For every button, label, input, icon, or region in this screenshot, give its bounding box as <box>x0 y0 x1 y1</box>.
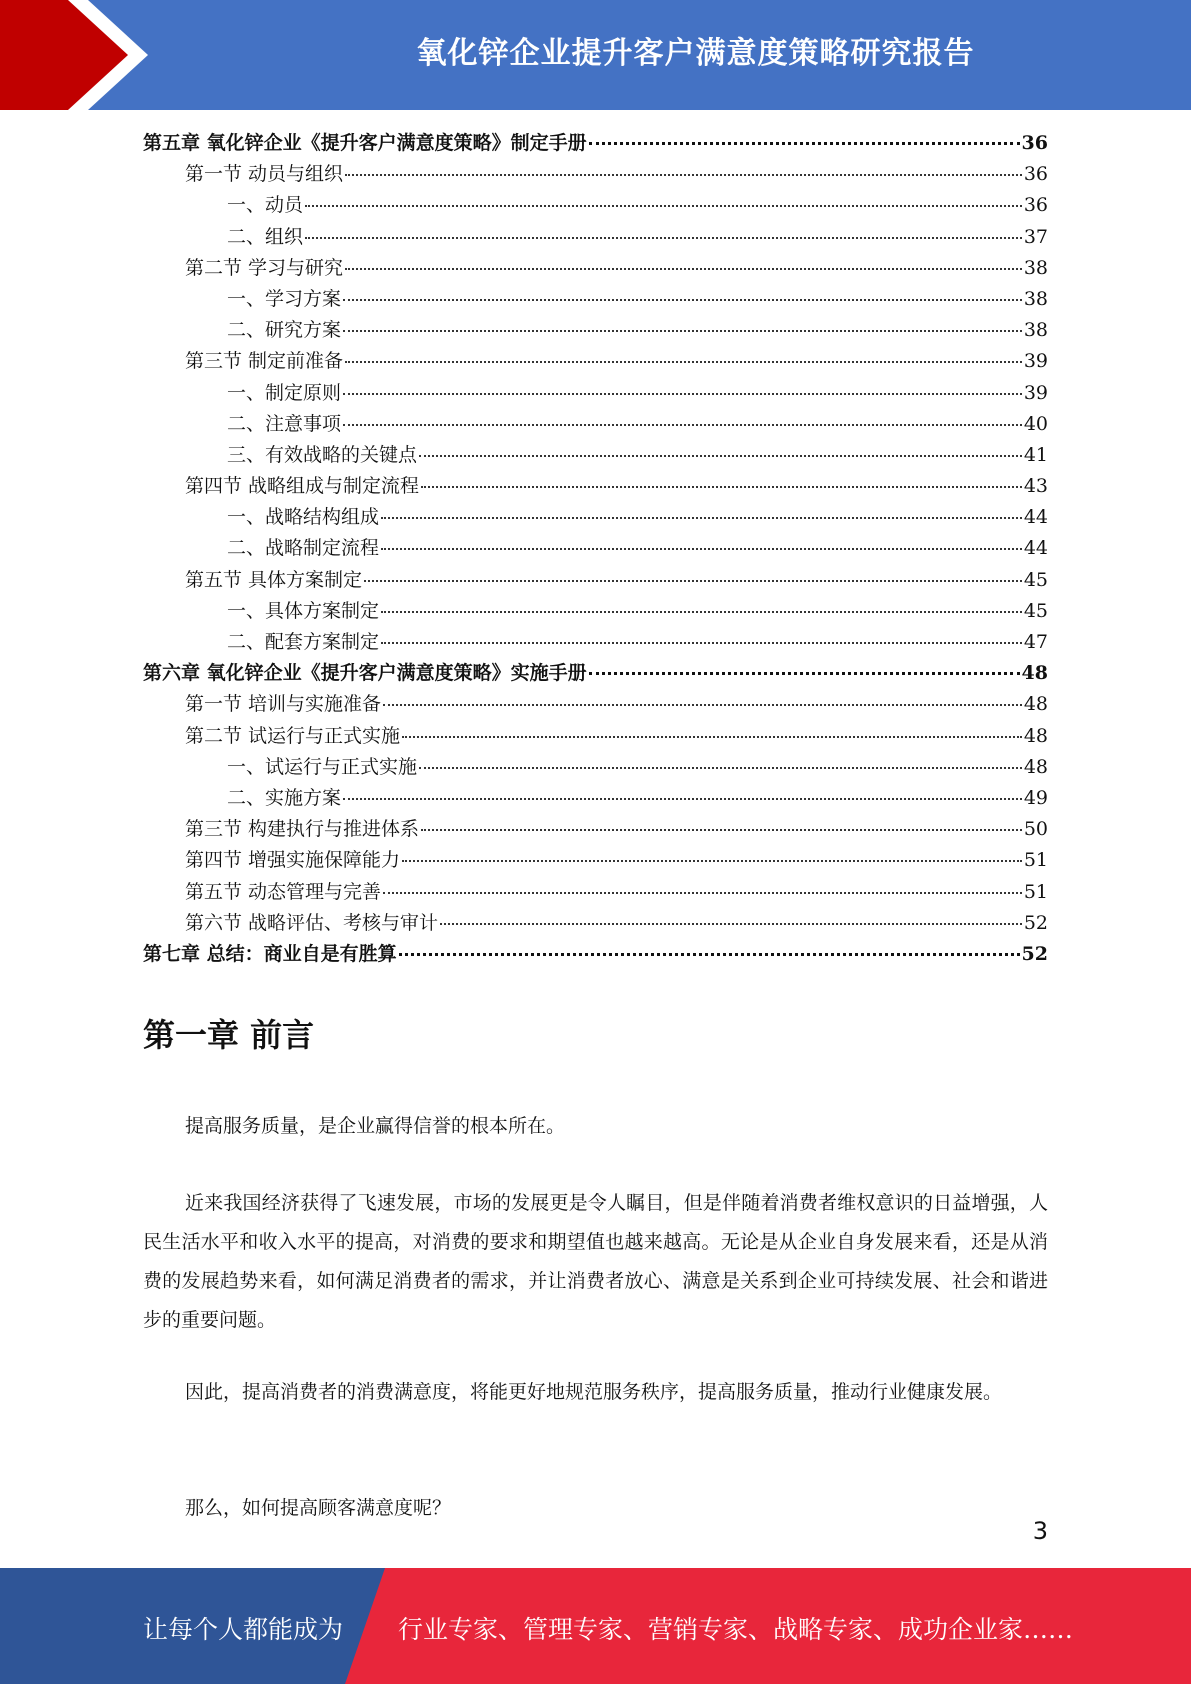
toc-leader-dots <box>381 517 1022 519</box>
toc-entry[interactable] <box>143 159 1048 190</box>
toc-leader-dots <box>402 736 1022 738</box>
toc-entry[interactable] <box>143 845 1048 876</box>
toc-entry-title: 第二节 试运行与正式实施 <box>185 724 401 747</box>
toc-leader-dots <box>305 205 1022 207</box>
toc-entry-title: 第一节 动员与组织 <box>185 163 344 186</box>
toc-leader-dots <box>421 829 1022 831</box>
toc-entry-page: 48 <box>1023 693 1048 716</box>
toc-leader-dots <box>343 299 1022 301</box>
toc-entry-page: 39 <box>1023 350 1048 373</box>
toc-leader-dots <box>364 580 1022 582</box>
toc-leader-dots <box>343 798 1022 800</box>
toc-entry-title: 第六章 氧化锌企业《提升客户满意度策略》实施手册 <box>143 662 587 685</box>
toc-entry-page: 40 <box>1023 412 1048 435</box>
toc-entry-title: 二、战略制定流程 <box>227 537 380 560</box>
toc-entry-page: 37 <box>1023 225 1048 248</box>
toc-entry[interactable] <box>143 533 1048 564</box>
toc-entry-page: 44 <box>1023 537 1048 560</box>
toc-entry-title: 第五节 具体方案制定 <box>185 568 363 591</box>
paragraph: 那么，如何提高顾客满意度呢？ <box>185 1497 452 1519</box>
toc-leader-dots <box>343 393 1022 395</box>
toc-entry-title: 二、组织 <box>227 225 304 248</box>
toc-entry-page: 38 <box>1023 319 1048 342</box>
toc-leader-dots <box>381 548 1022 550</box>
paragraph: 近来我国经济获得了飞速发展，市场的发展更是令人瞩目，但是伴随着消费者维权意识的日益增强，人民生活水平和收入水平的提高，对消费的要求和期望值也越来越高。无论是从企业自身发展来看，还是从消费的发展趋势来看，如何满足消费者的需求，并让消费者放心、满意是关系到企业可持续发展、社会和谐进步的重要问题。 <box>143 1192 1048 1331</box>
toc-entry[interactable] <box>143 346 1048 377</box>
toc-leader-dots <box>343 424 1022 426</box>
toc-leader-dots <box>381 642 1022 644</box>
toc-entry-title: 二、研究方案 <box>227 319 342 342</box>
toc-leader-dots <box>419 455 1022 457</box>
toc-entry-page: 38 <box>1023 287 1048 310</box>
toc-entry-title: 一、动员 <box>227 194 304 217</box>
toc-entry-title: 一、具体方案制定 <box>227 599 380 622</box>
toc-entry[interactable] <box>143 752 1048 783</box>
toc-entry[interactable] <box>143 409 1048 440</box>
toc-entry-page: 50 <box>1023 818 1048 841</box>
toc-entry[interactable] <box>143 471 1048 502</box>
toc-entry[interactable] <box>143 128 1048 159</box>
toc-entry-title: 第一节 培训与实施准备 <box>185 693 382 716</box>
paragraph: 提高服务质量，是企业赢得信誉的根本所在。 <box>185 1115 566 1137</box>
toc-entry-page: 48 <box>1023 755 1048 778</box>
toc-leader-dots <box>383 704 1022 706</box>
toc-entry[interactable] <box>143 658 1048 689</box>
toc-entry-title: 第三节 构建执行与推进体系 <box>185 818 420 841</box>
toc-entry-page: 48 <box>1023 724 1048 747</box>
toc-entry-title: 第四节 战略组成与制定流程 <box>185 475 420 498</box>
toc-leader-dots <box>589 142 1020 145</box>
toc-entry[interactable] <box>143 315 1048 346</box>
toc-entry-page: 51 <box>1023 880 1048 903</box>
toc-entry-title: 二、注意事项 <box>227 412 342 435</box>
chapter-heading: 第一章 前言 <box>143 1016 315 1054</box>
toc-leader-dots <box>440 923 1022 925</box>
toc-entry[interactable] <box>143 190 1048 221</box>
toc-entry[interactable] <box>143 565 1048 596</box>
toc-entry[interactable] <box>143 814 1048 845</box>
toc-entry-title: 二、配套方案制定 <box>227 631 380 653</box>
toc-leader-dots <box>421 486 1022 488</box>
toc-entry-page: 41 <box>1023 443 1048 466</box>
toc-entry[interactable] <box>143 502 1048 533</box>
toc-entry[interactable] <box>143 877 1048 908</box>
report-title: 氧化锌企业提升客户满意度策略研究报告 <box>416 36 975 71</box>
toc-entry[interactable] <box>143 440 1048 471</box>
toc-leader-dots <box>383 892 1022 894</box>
toc-entry-page: 49 <box>1023 786 1048 809</box>
toc-entry-page: 52 <box>1023 911 1048 934</box>
toc-entry-title: 第五章 氧化锌企业《提升客户满意度策略》制定手册 <box>143 132 587 154</box>
toc-entry-page: 38 <box>1023 256 1048 279</box>
toc-entry-title: 第三节 制定前准备 <box>185 350 344 373</box>
toc-entry-page: 45 <box>1023 568 1048 591</box>
toc-leader-dots <box>419 767 1022 769</box>
toc-entry[interactable] <box>143 378 1048 409</box>
toc-entry-page: 48 <box>1021 662 1048 685</box>
toc-entry-page: 36 <box>1023 163 1048 186</box>
toc-entry-page: 47 <box>1023 631 1048 653</box>
page-header <box>0 0 1191 110</box>
toc-leader-dots <box>402 860 1022 862</box>
footer-slogan-left: 让每个人都能成为 <box>143 1615 344 1644</box>
toc-entry[interactable] <box>143 253 1048 284</box>
toc-leader-dots <box>305 237 1022 239</box>
page-number: 3 <box>1032 1517 1048 1545</box>
toc-entry[interactable] <box>143 627 1048 658</box>
header-arrow-decoration <box>0 0 160 110</box>
toc-entry-page: 39 <box>1023 381 1048 404</box>
toc-entry[interactable] <box>143 939 1048 970</box>
toc-entry-page: 36 <box>1021 132 1048 154</box>
page-footer <box>0 1568 1191 1684</box>
toc-leader-dots <box>589 672 1020 675</box>
toc-entry[interactable] <box>143 908 1048 939</box>
toc-entry-title: 第二节 学习与研究 <box>185 256 344 279</box>
toc-entry-page: 45 <box>1023 599 1048 622</box>
table-of-contents <box>143 128 1048 970</box>
toc-entry-page: 52 <box>1021 942 1048 965</box>
toc-leader-dots <box>345 361 1022 363</box>
toc-entry-title: 一、制定原则 <box>227 381 342 404</box>
footer-slogan-right: 行业专家、管理专家、营销专家、战略专家、成功企业家…… <box>398 1615 1074 1644</box>
toc-entry-title: 一、战略结构组成 <box>227 506 380 529</box>
toc-entry-title: 一、学习方案 <box>227 287 342 310</box>
paragraph: 因此，提高消费者的消费满意度，将能更好地规范服务秩序，提高服务质量，推动行业健康发展。 <box>185 1381 1003 1403</box>
toc-entry-page: 44 <box>1023 506 1048 529</box>
toc-entry[interactable] <box>143 721 1048 752</box>
toc-leader-dots <box>381 611 1022 613</box>
toc-entry[interactable] <box>143 284 1048 315</box>
toc-entry-page: 51 <box>1023 849 1048 872</box>
toc-entry-page: 36 <box>1023 194 1048 217</box>
toc-leader-dots <box>345 268 1022 270</box>
toc-entry-title: 二、实施方案 <box>227 786 342 809</box>
toc-entry[interactable] <box>143 689 1048 720</box>
toc-entry[interactable] <box>143 596 1048 627</box>
toc-entry-title: 第五节 动态管理与完善 <box>185 880 382 903</box>
toc-entry-title: 第七章 总结：商业自是有胜算 <box>143 942 397 965</box>
toc-entry[interactable] <box>143 783 1048 814</box>
toc-leader-dots <box>399 953 1020 956</box>
toc-entry-page: 43 <box>1023 475 1048 498</box>
toc-leader-dots <box>345 174 1022 176</box>
toc-leader-dots <box>343 330 1022 332</box>
toc-entry[interactable] <box>143 222 1048 253</box>
toc-entry-title: 第六节 战略评估、考核与审计 <box>185 911 439 934</box>
toc-entry-title: 一、试运行与正式实施 <box>227 755 418 778</box>
toc-entry-title: 三、有效战略的关键点 <box>227 443 418 466</box>
toc-entry-title: 第四节 增强实施保障能力 <box>185 849 401 872</box>
